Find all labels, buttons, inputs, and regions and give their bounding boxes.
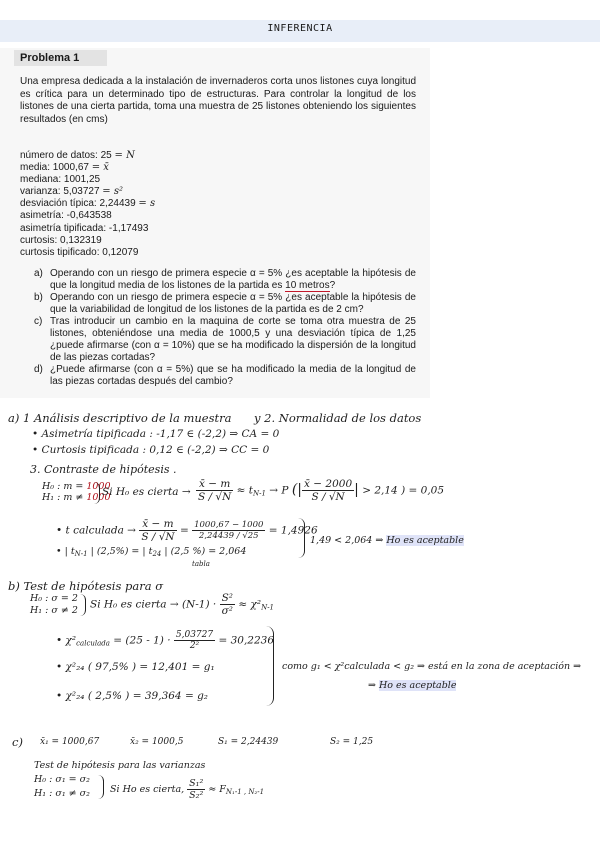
stat-line: asimetría: -0,643538 [20, 210, 112, 222]
h1-b: H₁ : σ ≠ 2 [30, 605, 78, 616]
question-c: c) Tras introducir un cambio en la maquina de corte se toma otra muestra de 25 listones, obteniéndose una media de 1000,5 y una desviación típica de 1,25 ¿puede afirmarse (con α = 10%) que se ha modificado la dispersión de la longitud de las piezas cortadas? [34, 316, 416, 363]
t-statistic: $\frac{x̄ - m}{S / √N}$ ≈ $t_{N-1} \to P$ (| $\frac{x̄ - 2000}{S / √N}$ | > 2,14 ) = 0,05 [198, 478, 445, 503]
t-table: • | $t_{N-1}$ | (2,5%) = | $t_{24}$ | (2,5 %) = 2,064 [56, 546, 247, 558]
a-conclusion: 1,49 < 2,064 ⇒ Ho es aceptable [310, 535, 464, 546]
stat-note: = x̄ [91, 162, 109, 174]
f-statistic: Si Ho es cierta, $\frac{\text{S₁²}}{\text{S₂²}}$ ≈ $F_{N_1-1 , N_2-1}$ [110, 778, 265, 801]
h0-a: H₀ : m = 1000 [42, 481, 111, 492]
tabla-note: tabla [192, 560, 210, 568]
b-heading: b) Test de hipótesis para σ [8, 579, 164, 593]
chi-statistic: Si H₀ es cierta → (N-1) · $\frac{\text{S²}}{\text{σ²}}$ ≈ $\chi^2_{N-1}$ [90, 592, 275, 617]
stat-note: = s² [102, 186, 123, 198]
underlined-answer: 10 metros [285, 280, 330, 291]
a-heading: a) 1 Análisis descriptivo de la muestra [8, 411, 232, 425]
brace-a [94, 482, 100, 504]
h1-c: H₁ : σ₁ ≠ σ₂ [34, 788, 90, 799]
b-accept: ⇒ Ho es aceptable [368, 680, 457, 691]
c-test-title: Test de hipótesis para las varianzas [34, 760, 206, 771]
contrast-title: 3. Contraste de hipótesis . [30, 463, 177, 476]
stat-line: número de datos: 25 = N [20, 150, 135, 161]
h0-c: H₀ : σ₁ = σ₂ [34, 774, 90, 785]
brace-b-conclusion [266, 626, 274, 706]
problem-intro: Una empresa dedicada a la instalación de invernaderos corta unos listones cuya longitud es crítica para un determinado tipo de estructuras. Para controlar la longitud de los listones de una cierta partida, toma una muestra de 25 listones obteniendo los siguientes resultados (en cms) [20, 76, 416, 125]
stat-line: mediana: 1001,25 [20, 174, 101, 186]
c-sd-2: S₂ = 1,25 [330, 737, 374, 747]
stat-line: desviación típica: 2,24439 = s [20, 198, 156, 210]
stat-line: curtosis: 0,132319 [20, 234, 102, 246]
c-mean-1: x̄₁ = 1000,67 [40, 737, 100, 747]
g1-line: • χ²₂₄ ( 97,5% ) = 12,401 = g₁ [56, 661, 215, 673]
chi-calculated: • $\chi^2_{calculada} = (25 - 1)$ · $\frac{5,03727}{\text{2²}}$ = 30,2236 [56, 630, 275, 651]
si-a: Si H₀ es cierta → [102, 486, 191, 498]
stat-line: varianza: 5,03727 = s² [20, 186, 123, 198]
c-sd-1: S₁ = 2,24439 [218, 737, 279, 747]
stat-line: curtosis tipificado: 0,12079 [20, 246, 139, 258]
a-accept-highlight: Ho es aceptable [386, 535, 464, 546]
a-heading-2: y 2. Normalidad de los datos [254, 411, 422, 425]
brace-b [80, 594, 86, 616]
t-calculated: • t calculada → $\frac{x̄ - m}{S / √N}$ = $\frac{1000,67 - 1000}{2,24439 / √25}$ = 1,4926 [56, 518, 318, 543]
stat-note: = s [138, 198, 156, 210]
brace-a-conclusion [298, 518, 305, 558]
stat-note: = N [114, 150, 135, 161]
stat-line: asimetría tipificada: -1,17493 [20, 222, 149, 234]
c-mean-2: x̄₂ = 1000,5 [130, 737, 184, 747]
stat-line: media: 1000,67 = x̄ [20, 162, 109, 174]
brace-c [98, 775, 104, 799]
b-accept-highlight: Ho es aceptable [378, 680, 457, 691]
b-conclusion: como g₁ < χ²calculada < g₂ ⇒ está en la zona de aceptación ⇒ [282, 661, 582, 672]
kurtosis-line: • Curtosis tipificada : 0,12 ∈ (-2,2) ⇒ CC = 0 [32, 444, 270, 456]
question-a: a) Operando con un riesgo de primera especie α = 5% ¿es aceptable la hipótesis de que la longitud media de los listones de la partida es 10 metros? [34, 268, 416, 291]
h1-a: H₁ : m ≠ 1000 [42, 492, 111, 503]
problem-label: Problema 1 [20, 52, 80, 64]
question-b: b) Operando con un riesgo de primera especie α = 5% ¿es aceptable la hipótesis de que la variabilidad de longitud de los listones de la partida es de 2 cm? [34, 292, 416, 315]
g2-line: • χ²₂₄ ( 2,5% ) = 39,364 = g₂ [56, 690, 209, 702]
h0-b: H₀ : σ = 2 [30, 593, 78, 604]
question-d: d) ¿Puede afirmarse (con α = 5%) que se ha modificado la media de la longitud de las piezas cortadas después del cambio? [34, 364, 416, 387]
c-label: c) [12, 735, 23, 749]
asymmetry-line: • Asimetría tipificada : -1,17 ∈ (-2,2) ⇒ CA = 0 [32, 428, 280, 440]
page-title: INFERENCIA [267, 23, 333, 34]
